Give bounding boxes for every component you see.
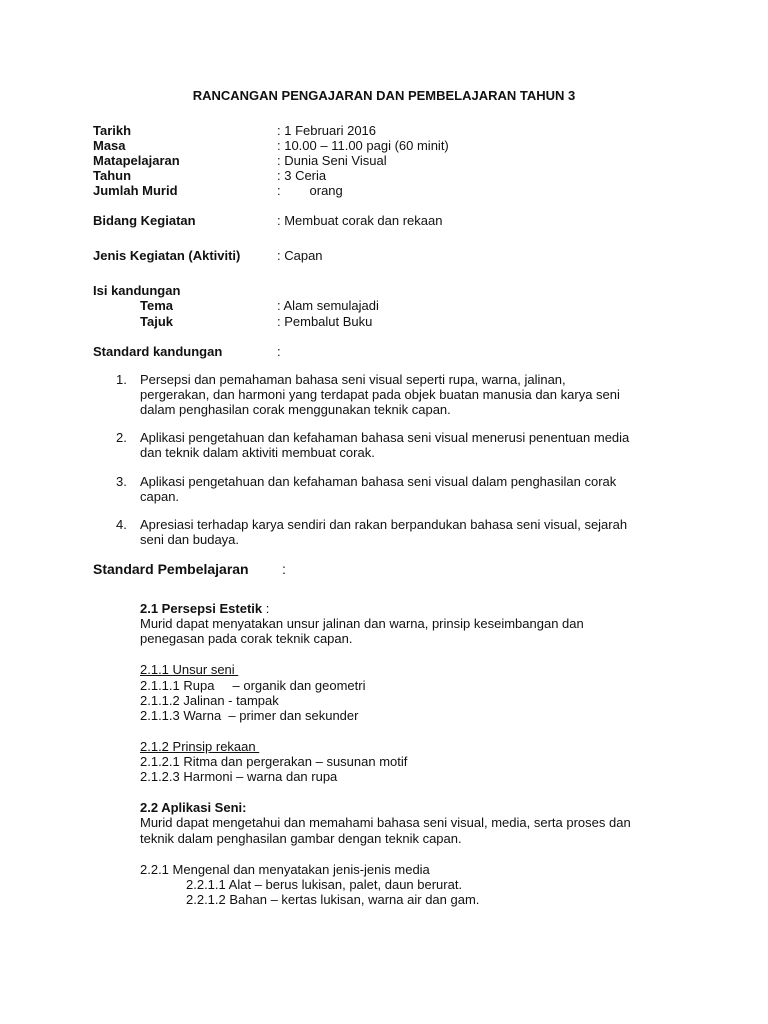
list-item-line: Apresiasi terhadap karya sendiri dan rakan berpandukan bahasa seni visual, sejarah <box>140 517 628 532</box>
standard-kandungan-colon: : <box>277 344 281 359</box>
value-jenis-kegiatan: : Capan <box>277 248 323 263</box>
section-2-2-1-item: 2.2.1.2 Bahan – kertas lukisan, warna air dan gam. <box>186 892 480 907</box>
list-item-line: pergerakan, dan harmoni yang terdapat pada objek buatan manusia dan karya seni <box>140 387 620 402</box>
value-matapelajaran: : Dunia Seni Visual <box>277 153 387 168</box>
section-2-2-heading: 2.2 Aplikasi Seni: <box>140 800 247 815</box>
list-item-line: dan teknik dalam aktiviti membuat corak. <box>140 445 375 460</box>
standard-pembelajaran-colon: : <box>282 561 286 577</box>
section-2-2-desc-line: teknik dalam penghasilan gambar dengan teknik capan. <box>140 831 462 846</box>
section-2-1-desc-line: penegasan pada corak teknik capan. <box>140 631 353 646</box>
label-isi-kandungan: Isi kandungan <box>93 283 181 298</box>
prinsip-rekaan-item: 2.1.2.1 Ritma dan pergerakan – susunan motif <box>140 754 408 769</box>
document-title: RANCANGAN PENGAJARAN DAN PEMBELAJARAN TAHUN 3 <box>192 88 576 103</box>
list-item-line: Aplikasi pengetahuan dan kefahaman bahasa seni visual dalam penghasilan corak <box>140 474 617 489</box>
list-item-number: 4. <box>116 517 127 532</box>
prinsip-rekaan-heading: 2.1.2 Prinsip rekaan <box>140 739 260 754</box>
label-tajuk: Tajuk <box>140 314 173 329</box>
list-item-line: Persepsi dan pemahaman bahasa seni visual seperti rupa, warna, jalinan, <box>140 372 566 387</box>
value-jumlah-murid: : orang <box>277 183 343 198</box>
value-bidang-kegiatan: : Membuat corak dan rekaan <box>277 213 443 228</box>
section-2-1-title: 2.1 Persepsi Estetik <box>140 601 263 616</box>
section-2-1-colon: : <box>262 601 270 616</box>
list-item-number: 1. <box>116 372 127 387</box>
unsur-seni-heading: 2.1.1 Unsur seni <box>140 662 239 677</box>
value-tajuk: : Pembalut Buku <box>277 314 373 329</box>
unsur-seni-item: 2.1.1.3 Warna – primer dan sekunder <box>140 708 359 723</box>
value-tarikh: : 1 Februari 2016 <box>277 123 377 138</box>
label-tema: Tema <box>140 298 173 313</box>
list-item-line: dalam penghasilan corak menggunakan teknik capan. <box>140 402 451 417</box>
label-standard-pembelajaran: Standard Pembelajaran <box>93 561 249 577</box>
value-masa: : 10.00 – 11.00 pagi (60 minit) <box>277 138 449 153</box>
unsur-seni-item: 2.1.1.2 Jalinan - tampak <box>140 693 279 708</box>
list-item-line: seni dan budaya. <box>140 532 240 547</box>
section-2-2-1-item: 2.2.1.1 Alat – berus lukisan, palet, daun berurat. <box>186 877 463 892</box>
label-jenis-kegiatan: Jenis Kegiatan (Aktiviti) <box>93 248 241 263</box>
list-item-number: 2. <box>116 430 127 445</box>
unsur-seni-item: 2.1.1.1 Rupa – organik dan geometri <box>140 678 366 693</box>
label-tahun: Tahun <box>93 168 132 183</box>
label-jumlah-murid: Jumlah Murid <box>93 183 178 198</box>
label-standard-kandungan: Standard kandungan <box>93 344 223 359</box>
list-item-line: Aplikasi pengetahuan dan kefahaman bahasa seni visual menerusi penentuan media <box>140 430 630 445</box>
list-item-number: 3. <box>116 474 127 489</box>
label-tarikh: Tarikh <box>93 123 132 138</box>
value-tema: : Alam semulajadi <box>277 298 379 313</box>
prinsip-rekaan-item: 2.1.2.3 Harmoni – warna dan rupa <box>140 769 338 784</box>
list-item-line: capan. <box>140 489 180 504</box>
section-2-1-heading <box>140 601 269 616</box>
label-matapelajaran: Matapelajaran <box>93 153 180 168</box>
section-2-2-desc-line: Murid dapat mengetahui dan memahami bahasa seni visual, media, serta proses dan <box>140 815 631 830</box>
value-tahun: : 3 Ceria <box>277 168 327 183</box>
label-masa: Masa <box>93 138 126 153</box>
section-2-2-1-heading: 2.2.1 Mengenal dan menyatakan jenis-jenis media <box>140 862 430 877</box>
label-bidang-kegiatan: Bidang Kegiatan <box>93 213 196 228</box>
section-2-1-desc-line: Murid dapat menyatakan unsur jalinan dan warna, prinsip keseimbangan dan <box>140 616 584 631</box>
